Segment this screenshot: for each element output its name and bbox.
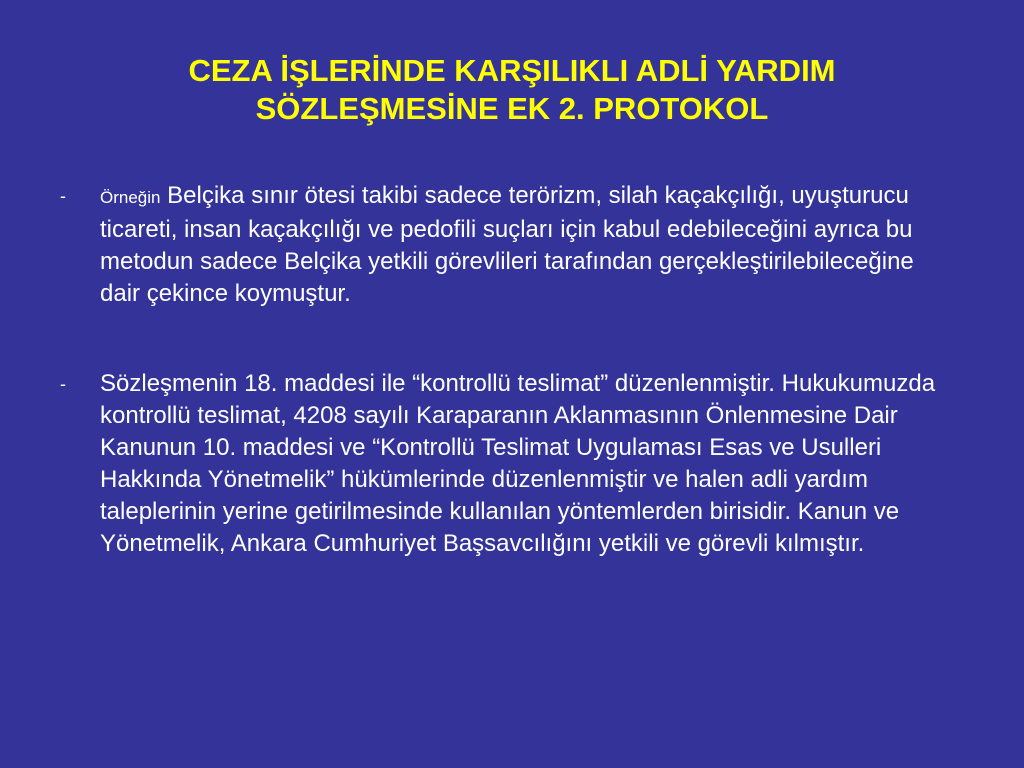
slide-body: [56, 180, 956, 560]
bullet-text: Belçika sınır ötesi takibi sadece terörizm, silah kaçakçılığı, uyuşturucu ticareti, insan kaçakçılığı ve pedofili suçları için kabul edebileceğini ayrıca bu metodun sadece Belçika yetkili görevlileri tarafından gerçekleştirilebileceğine dair çekince koymuştur.: [100, 182, 914, 307]
slide-title-line-1: CEZA İŞLERİNDE KARŞILIKLI ADLİ YARDIM: [188, 53, 836, 88]
bullet-marker: -: [60, 374, 66, 394]
bullet-marker: -: [60, 186, 66, 206]
slide-title-line-2: SÖZLEŞMESİNE EK 2. PROTOKOL: [255, 91, 769, 126]
bullet-item-2: [56, 368, 956, 560]
bullet-item-1: [56, 180, 956, 310]
bullet-lead-word: Örneğin: [100, 188, 161, 207]
bullet-text: Sözleşmenin 18. maddesi ile “kontrollü teslimat” düzenlenmiştir. Hukukumuzda kontrollü teslimat, 4208 sayılı Karaparanın Aklanmasının Önlenmesine Dair Kanunun 10. maddesi ve “Kontrollü Teslimat Uygulaması Esas ve Usulleri Hakkında Yönetmelik” hükümlerinde düzenlenmiştir ve halen adli yardım taleplerinin yerine getirilmesinde kullanılan yöntemlerden birisidir. Kanun ve Yönetmelik, Ankara Cumhuriyet Başsavcılığını yetkili ve görevli kılmıştır.: [100, 370, 936, 557]
slide-title: [60, 52, 964, 128]
